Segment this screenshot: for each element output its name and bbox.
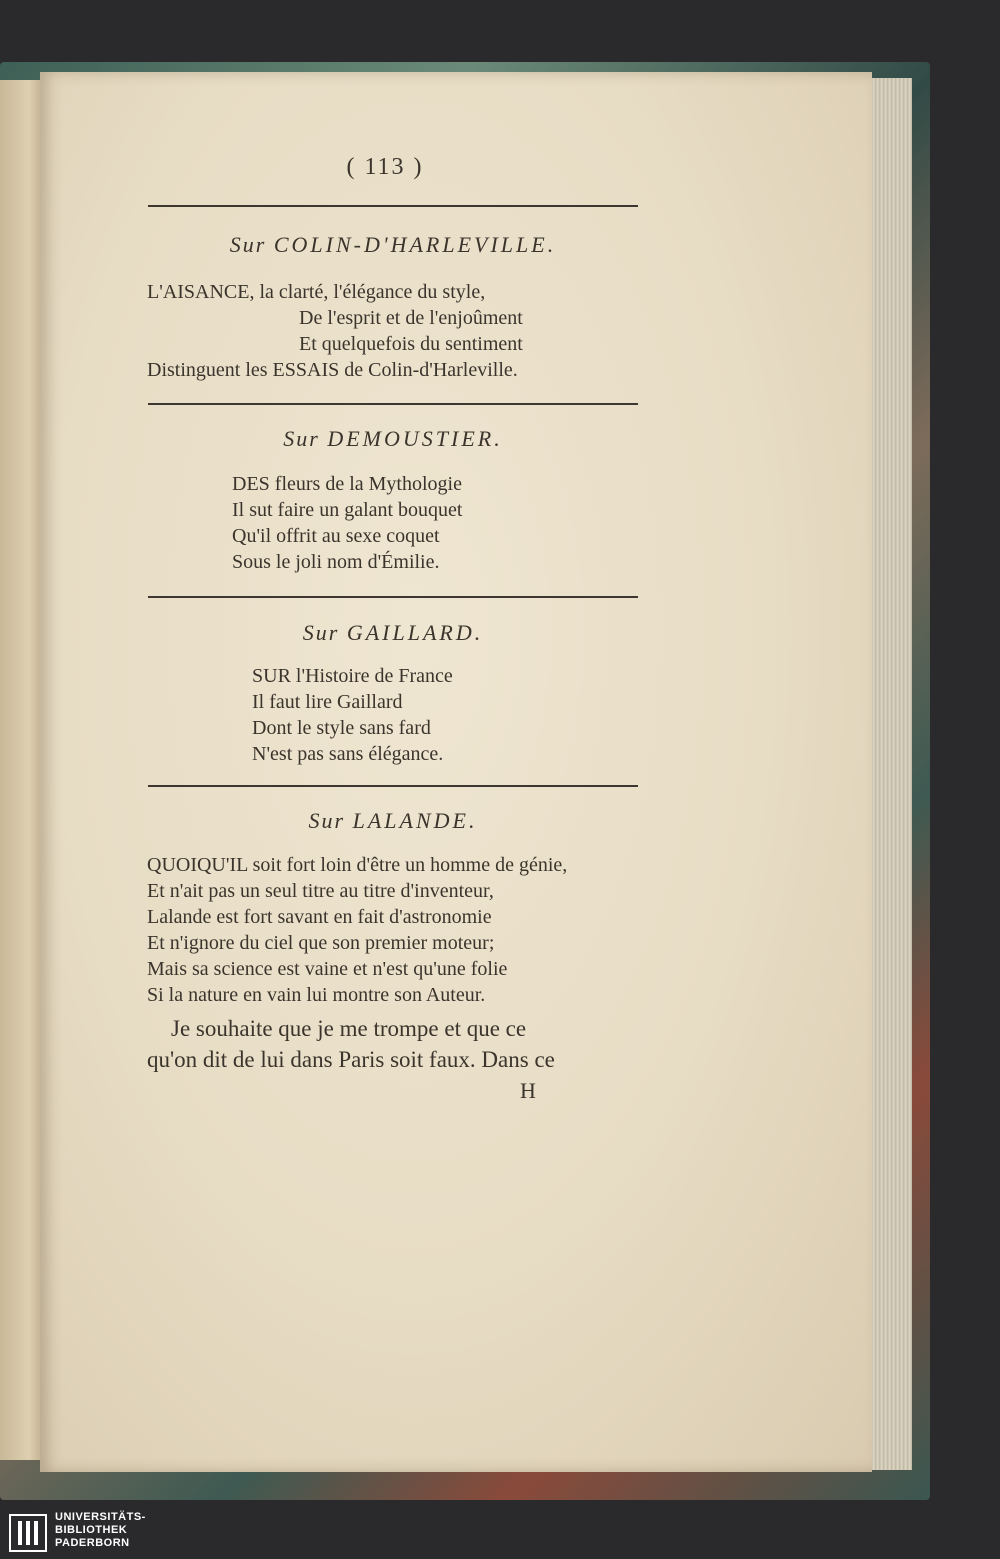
heading-name: DEMOUSTIER. (327, 426, 503, 451)
prose-line: qu'on dit de lui dans Paris soit faux. Dans ce (147, 1047, 555, 1072)
heading-prefix: Sur (229, 232, 267, 257)
poem-demoustier (232, 471, 463, 575)
verse-line: Mais sa science est vaine et n'est qu'une folie (147, 958, 508, 980)
logo-line: UNIVERSITÄTS- (55, 1511, 146, 1523)
signature-mark: H (520, 1078, 536, 1103)
prose-line: Je souhaite que je me trompe et que ce (171, 1016, 527, 1041)
poem-gaillard (252, 663, 453, 767)
section-heading-gaillard (148, 620, 638, 646)
verse-line: SUR l'Histoire de France (252, 665, 453, 687)
rule-separator (148, 785, 638, 787)
prose-paragraph (147, 1013, 637, 1075)
section-heading-demoustier (148, 426, 638, 452)
heading-prefix: Sur (302, 620, 340, 645)
verse-line: Et n'ignore du ciel que son premier moteur; (147, 932, 495, 954)
verse-line: L'AISANCE, la clarté, l'élégance du style, (147, 281, 486, 303)
verse-line: Dont le style sans fard (252, 717, 431, 739)
section-heading-lalande (148, 808, 638, 834)
library-logo (0, 1505, 200, 1559)
verse-line: Et quelquefois du sentiment (299, 333, 523, 355)
logo-line: PADERBORN (55, 1537, 130, 1549)
heading-name: GAILLARD. (346, 620, 484, 645)
verse-line: Qu'il offrit au sexe coquet (232, 525, 440, 547)
rule-top (148, 205, 638, 207)
heading-prefix: Sur (283, 426, 320, 451)
heading-name: LALANDE. (352, 808, 478, 833)
verse-line: Distinguent les ESSAIS de Colin-d'Harleville. (147, 359, 518, 381)
logo-line: BIBLIOTHEK (55, 1524, 128, 1536)
section-heading-colin (148, 232, 638, 258)
verse-line: De l'esprit et de l'enjoûment (299, 307, 523, 329)
library-logo-icon (8, 1513, 48, 1553)
page-number: ( 113 ) (346, 154, 424, 180)
heading-prefix: Sur (308, 808, 346, 833)
poem-lalande (147, 852, 567, 1008)
verse-line: DES fleurs de la Mythologie (232, 473, 462, 495)
poem-colin (147, 279, 523, 383)
rule-separator (148, 596, 638, 598)
rule-separator (148, 403, 638, 405)
verse-line: Il faut lire Gaillard (252, 691, 403, 713)
library-logo-text (55, 1511, 146, 1550)
verse-line: Sous le joli nom d'Émilie. (232, 551, 440, 573)
heading-name: COLIN-D'HARLEVILLE. (273, 232, 557, 257)
verse-line: Et n'ait pas un seul titre au titre d'inventeur, (147, 880, 494, 902)
verse-line: Si la nature en vain lui montre son Auteur. (147, 984, 486, 1006)
verse-line: Lalande est fort savant en fait d'astronomie (147, 906, 492, 928)
verse-line: QUOIQU'IL soit fort loin d'être un homme de génie, (147, 854, 568, 876)
verse-line: N'est pas sans élégance. (252, 743, 444, 765)
verse-line: Il sut faire un galant bouquet (232, 499, 463, 521)
